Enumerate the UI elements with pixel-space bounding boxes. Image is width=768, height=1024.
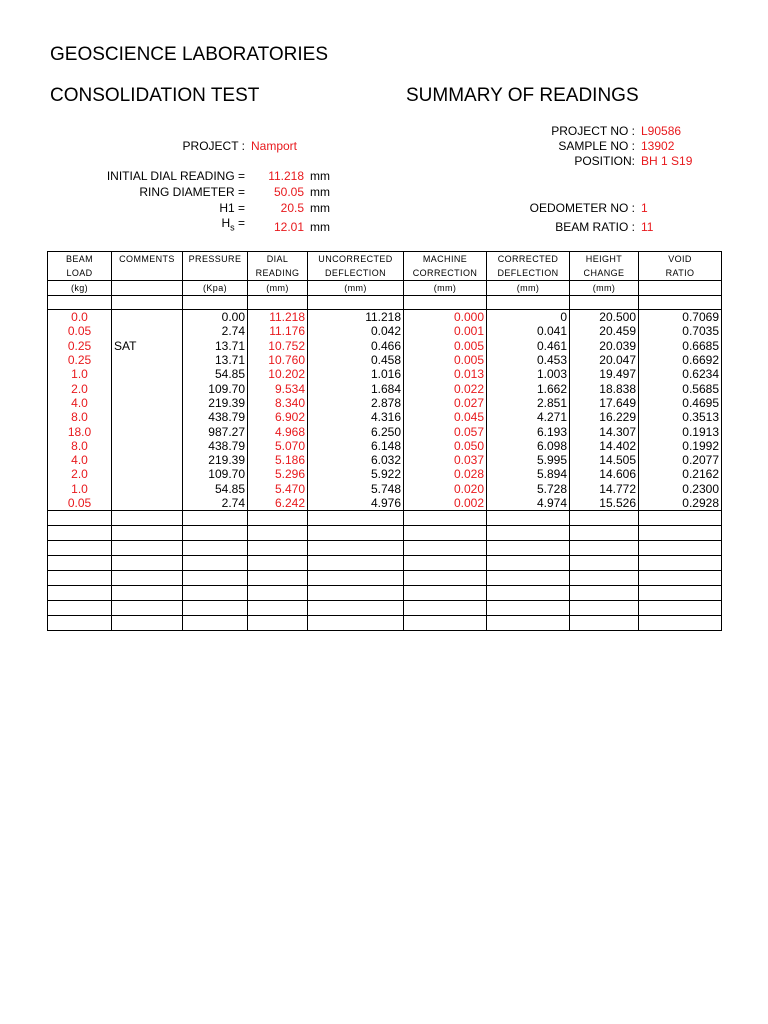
empty-row-dial-reading	[248, 601, 308, 616]
table-row-comments	[112, 353, 183, 367]
hs-value: 12.01	[273, 220, 304, 234]
table-row-height-change: 20.039	[570, 339, 639, 353]
empty-row-comments	[112, 571, 183, 586]
table-row	[48, 353, 722, 367]
initial-dial-value: 11.218	[268, 169, 304, 183]
table-row-uncorrected-deflection: 4.316	[308, 410, 404, 424]
table-row-beam-load: 4.0	[48, 453, 112, 467]
empty-row	[48, 571, 722, 586]
table-row-void-ratio: 0.7035	[639, 324, 722, 338]
table-row-corrected-deflection: 5.894	[487, 467, 570, 481]
table-row	[48, 339, 722, 353]
table-row-beam-load: 1.0	[48, 367, 112, 381]
table-row-machine-correction: 0.037	[404, 453, 487, 467]
units-row-height-change: (mm)	[570, 281, 639, 296]
table-row-beam-load: 8.0	[48, 439, 112, 453]
table-row-dial-reading: 10.760	[248, 353, 308, 367]
blank-row-comments	[112, 296, 183, 310]
empty-row-corrected-deflection	[487, 511, 570, 526]
table-row-height-change: 14.772	[570, 482, 639, 496]
header-row-1-void-ratio: VOID	[639, 252, 722, 267]
project-label: PROJECT :	[182, 139, 245, 153]
hs-label	[221, 216, 245, 232]
empty-row-dial-reading	[248, 571, 308, 586]
table-row-pressure: 219.39	[183, 453, 248, 467]
empty-row-uncorrected-deflection	[308, 601, 404, 616]
table-row-machine-correction: 0.057	[404, 424, 487, 438]
header-row-2-corrected-deflection: DEFLECTION	[487, 266, 570, 281]
header-row-2-comments	[112, 266, 183, 281]
table-row-dial-reading: 6.902	[248, 410, 308, 424]
table-row-machine-correction: 0.027	[404, 396, 487, 410]
table-row-corrected-deflection: 6.098	[487, 439, 570, 453]
blank-row-machine-correction	[404, 296, 487, 310]
table-row-pressure: 438.79	[183, 439, 248, 453]
table-row-comments	[112, 424, 183, 438]
empty-row-corrected-deflection	[487, 571, 570, 586]
table-row-void-ratio: 0.7069	[639, 310, 722, 325]
header-row-2-dial-reading: READING	[248, 266, 308, 281]
table-row-machine-correction: 0.005	[404, 339, 487, 353]
table-row	[48, 482, 722, 496]
table-row-height-change: 19.497	[570, 367, 639, 381]
table-row	[48, 424, 722, 438]
table-row	[48, 467, 722, 481]
hs-label-eq: =	[234, 216, 245, 230]
units-row-machine-correction: (mm)	[404, 281, 487, 296]
empty-row-uncorrected-deflection	[308, 511, 404, 526]
blank-row-dial-reading	[248, 296, 308, 310]
table-row-comments	[112, 396, 183, 410]
blank-row-uncorrected-deflection	[308, 296, 404, 310]
empty-row-void-ratio	[639, 541, 722, 556]
table-row-void-ratio: 0.3513	[639, 410, 722, 424]
table-row	[48, 410, 722, 424]
empty-row-beam-load	[48, 511, 112, 526]
table-row-height-change: 16.229	[570, 410, 639, 424]
empty-row-uncorrected-deflection	[308, 571, 404, 586]
blank-row-beam-load	[48, 296, 112, 310]
table-row-comments	[112, 310, 183, 325]
table-row-beam-load: 2.0	[48, 381, 112, 395]
table-row-void-ratio: 0.1992	[639, 439, 722, 453]
empty-row-pressure	[183, 556, 248, 571]
empty-row-comments	[112, 526, 183, 541]
empty-row	[48, 556, 722, 571]
table-row-comments	[112, 482, 183, 496]
table-row-pressure: 219.39	[183, 396, 248, 410]
project-value: Namport	[251, 139, 298, 153]
units-row-uncorrected-deflection: (mm)	[308, 281, 404, 296]
ring-diameter-unit: mm	[310, 185, 330, 199]
empty-row-corrected-deflection	[487, 586, 570, 601]
empty-row-pressure	[183, 601, 248, 616]
header-row-1-comments: COMMENTS	[112, 252, 183, 267]
sample-no-label: SAMPLE NO :	[558, 139, 635, 153]
units-row-beam-load: (kg)	[48, 281, 112, 296]
header-row-2	[48, 266, 722, 281]
table-row-comments	[112, 467, 183, 481]
empty-row-void-ratio	[639, 526, 722, 541]
table-row	[48, 496, 722, 511]
project-no-label: PROJECT NO :	[551, 124, 635, 138]
table-row-void-ratio: 0.2928	[639, 496, 722, 511]
table-row-height-change: 14.606	[570, 467, 639, 481]
beam-ratio-value: 11	[641, 220, 654, 234]
table-row-void-ratio: 0.2162	[639, 467, 722, 481]
table-row-uncorrected-deflection: 0.042	[308, 324, 404, 338]
empty-row-void-ratio	[639, 601, 722, 616]
table-row-corrected-deflection: 0.041	[487, 324, 570, 338]
empty-row-corrected-deflection	[487, 526, 570, 541]
table-row-void-ratio: 0.6234	[639, 367, 722, 381]
empty-row-beam-load	[48, 556, 112, 571]
empty-row-void-ratio	[639, 571, 722, 586]
header-row-2-beam-load: LOAD	[48, 266, 112, 281]
empty-row-beam-load	[48, 571, 112, 586]
table-row-dial-reading: 8.340	[248, 396, 308, 410]
table-row-void-ratio: 0.2300	[639, 482, 722, 496]
ring-diameter-label: RING DIAMETER =	[139, 185, 245, 199]
table-row-void-ratio: 0.4695	[639, 396, 722, 410]
empty-row-void-ratio	[639, 616, 722, 631]
table-row	[48, 367, 722, 381]
empty-row-void-ratio	[639, 586, 722, 601]
empty-row	[48, 616, 722, 631]
table-row-corrected-deflection: 5.995	[487, 453, 570, 467]
empty-row-machine-correction	[404, 526, 487, 541]
empty-row-comments	[112, 556, 183, 571]
table-row-dial-reading: 9.534	[248, 381, 308, 395]
empty-row-height-change	[570, 586, 639, 601]
table-row-beam-load: 0.05	[48, 324, 112, 338]
table-row-corrected-deflection: 1.003	[487, 367, 570, 381]
table-row-machine-correction: 0.020	[404, 482, 487, 496]
table-row	[48, 439, 722, 453]
table-row-comments	[112, 496, 183, 511]
h1-value: 20.5	[280, 201, 304, 215]
empty-row-pressure	[183, 571, 248, 586]
position-value: BH 1 S19	[641, 154, 693, 168]
table-row-pressure: 109.70	[183, 467, 248, 481]
empty-row-machine-correction	[404, 541, 487, 556]
empty-row-height-change	[570, 571, 639, 586]
empty-row-height-change	[570, 541, 639, 556]
empty-row-comments	[112, 616, 183, 631]
table-row-machine-correction: 0.005	[404, 353, 487, 367]
header-row-2-pressure	[183, 266, 248, 281]
table-row-pressure: 54.85	[183, 367, 248, 381]
units-row-comments	[112, 281, 183, 296]
table-row-uncorrected-deflection: 6.148	[308, 439, 404, 453]
sample-no-value: 13902	[641, 139, 675, 153]
table-row	[48, 310, 722, 325]
header-row-1	[48, 252, 722, 267]
table-row-comments	[112, 410, 183, 424]
empty-row-beam-load	[48, 541, 112, 556]
empty-row	[48, 511, 722, 526]
table-row-beam-load: 0.05	[48, 496, 112, 511]
company-title: GEOSCIENCE LABORATORIES	[50, 44, 329, 65]
empty-row-beam-load	[48, 586, 112, 601]
units-row-dial-reading: (mm)	[248, 281, 308, 296]
hs-label-main: H	[221, 216, 231, 230]
table-row-height-change: 14.402	[570, 439, 639, 453]
empty-row-void-ratio	[639, 511, 722, 526]
empty-row-dial-reading	[248, 526, 308, 541]
table-row-comments	[112, 367, 183, 381]
table-row-corrected-deflection: 4.974	[487, 496, 570, 511]
table-row-uncorrected-deflection: 11.218	[308, 310, 404, 325]
empty-row-height-change	[570, 511, 639, 526]
table-row-dial-reading: 5.470	[248, 482, 308, 496]
empty-row-beam-load	[48, 601, 112, 616]
empty-row-machine-correction	[404, 571, 487, 586]
table-row-void-ratio: 0.6692	[639, 353, 722, 367]
h1-unit: mm	[310, 201, 330, 215]
table-row-dial-reading: 10.752	[248, 339, 308, 353]
h1-label: H1 =	[219, 201, 245, 215]
oedometer-label: OEDOMETER NO :	[529, 201, 635, 215]
table-row-machine-correction: 0.002	[404, 496, 487, 511]
header-row-2-height-change: CHANGE	[570, 266, 639, 281]
empty-row-comments	[112, 586, 183, 601]
table-row-pressure: 13.71	[183, 339, 248, 353]
table-row-void-ratio: 0.1913	[639, 424, 722, 438]
table-row-uncorrected-deflection: 6.032	[308, 453, 404, 467]
empty-row-dial-reading	[248, 556, 308, 571]
readings-table	[47, 251, 722, 631]
empty-row-pressure	[183, 541, 248, 556]
table-row-comments	[112, 453, 183, 467]
header-row-1-dial-reading: DIAL	[248, 252, 308, 267]
table-row-height-change: 15.526	[570, 496, 639, 511]
table-row-comments	[112, 439, 183, 453]
table-row-uncorrected-deflection: 4.976	[308, 496, 404, 511]
empty-row-machine-correction	[404, 601, 487, 616]
empty-row-beam-load	[48, 526, 112, 541]
empty-row-height-change	[570, 601, 639, 616]
empty-row-pressure	[183, 586, 248, 601]
table-row-beam-load: 0.25	[48, 353, 112, 367]
table-row-height-change: 17.649	[570, 396, 639, 410]
table-row-dial-reading: 5.186	[248, 453, 308, 467]
table-row-uncorrected-deflection: 0.458	[308, 353, 404, 367]
table-row-pressure: 2.74	[183, 324, 248, 338]
initial-dial-unit: mm	[310, 169, 330, 183]
table-row-pressure: 438.79	[183, 410, 248, 424]
empty-row-machine-correction	[404, 511, 487, 526]
table-row	[48, 396, 722, 410]
empty-row-pressure	[183, 526, 248, 541]
hs-label-sub: s	[230, 222, 235, 233]
units-row-corrected-deflection: (mm)	[487, 281, 570, 296]
table-row-dial-reading: 4.968	[248, 424, 308, 438]
table-row-uncorrected-deflection: 5.748	[308, 482, 404, 496]
table-row-machine-correction: 0.050	[404, 439, 487, 453]
empty-row-corrected-deflection	[487, 556, 570, 571]
units-row-pressure: (Kpa)	[183, 281, 248, 296]
empty-row-height-change	[570, 556, 639, 571]
table-row-dial-reading: 11.176	[248, 324, 308, 338]
header-row-2-uncorrected-deflection: DEFLECTION	[308, 266, 404, 281]
empty-row	[48, 586, 722, 601]
table-row-uncorrected-deflection: 0.466	[308, 339, 404, 353]
table-row	[48, 381, 722, 395]
empty-row-height-change	[570, 526, 639, 541]
table-row-dial-reading: 5.070	[248, 439, 308, 453]
empty-row-corrected-deflection	[487, 541, 570, 556]
table-row-height-change: 20.500	[570, 310, 639, 325]
table-row-void-ratio: 0.5685	[639, 381, 722, 395]
table-row-uncorrected-deflection: 5.922	[308, 467, 404, 481]
ring-diameter-value: 50.05	[273, 185, 304, 199]
empty-row-void-ratio	[639, 556, 722, 571]
table-row-corrected-deflection: 2.851	[487, 396, 570, 410]
table-row-beam-load: 0.0	[48, 310, 112, 325]
table-row	[48, 453, 722, 467]
initial-dial-label: INITIAL DIAL READING =	[106, 169, 245, 183]
table-row-machine-correction: 0.028	[404, 467, 487, 481]
units-row-void-ratio	[639, 281, 722, 296]
header-row-2-void-ratio: RATIO	[639, 266, 722, 281]
empty-row-uncorrected-deflection	[308, 556, 404, 571]
header-row-1-beam-load: BEAM	[48, 252, 112, 267]
table-row-height-change: 20.459	[570, 324, 639, 338]
header-row-1-height-change: HEIGHT	[570, 252, 639, 267]
empty-row-dial-reading	[248, 511, 308, 526]
empty-row-dial-reading	[248, 616, 308, 631]
table-row-corrected-deflection: 0	[487, 310, 570, 325]
empty-row	[48, 541, 722, 556]
table-row-dial-reading: 6.242	[248, 496, 308, 511]
empty-row-machine-correction	[404, 556, 487, 571]
table-row-machine-correction: 0.022	[404, 381, 487, 395]
table-row-uncorrected-deflection: 2.878	[308, 396, 404, 410]
empty-row	[48, 526, 722, 541]
empty-row-machine-correction	[404, 586, 487, 601]
table-row-corrected-deflection: 6.193	[487, 424, 570, 438]
empty-row-machine-correction	[404, 616, 487, 631]
empty-row-pressure	[183, 616, 248, 631]
blank-row-height-change	[570, 296, 639, 310]
empty-row-corrected-deflection	[487, 616, 570, 631]
table-row-corrected-deflection: 5.728	[487, 482, 570, 496]
empty-row-uncorrected-deflection	[308, 526, 404, 541]
table-row-beam-load: 1.0	[48, 482, 112, 496]
table-row-comments: SAT	[112, 339, 183, 353]
empty-row-dial-reading	[248, 541, 308, 556]
table-row	[48, 324, 722, 338]
table-row-beam-load: 0.25	[48, 339, 112, 353]
table-row-beam-load: 4.0	[48, 396, 112, 410]
table-row-uncorrected-deflection: 1.016	[308, 367, 404, 381]
empty-row-comments	[112, 601, 183, 616]
table-row-height-change: 14.505	[570, 453, 639, 467]
table-row-comments	[112, 381, 183, 395]
table-row-machine-correction: 0.001	[404, 324, 487, 338]
empty-row-uncorrected-deflection	[308, 541, 404, 556]
table-row-uncorrected-deflection: 1.684	[308, 381, 404, 395]
empty-row-uncorrected-deflection	[308, 616, 404, 631]
blank-row	[48, 296, 722, 310]
empty-row-uncorrected-deflection	[308, 586, 404, 601]
blank-row-corrected-deflection	[487, 296, 570, 310]
empty-row-corrected-deflection	[487, 601, 570, 616]
hs-unit: mm	[310, 220, 330, 234]
empty-row-dial-reading	[248, 586, 308, 601]
summary-title: SUMMARY OF READINGS	[406, 85, 639, 106]
oedometer-value: 1	[641, 201, 648, 215]
units-row	[48, 281, 722, 296]
empty-row-beam-load	[48, 616, 112, 631]
header-row-1-pressure: PRESSURE	[183, 252, 248, 267]
table-row-pressure: 987.27	[183, 424, 248, 438]
test-title: CONSOLIDATION TEST	[50, 85, 260, 106]
table-row-pressure: 0.00	[183, 310, 248, 325]
table-row-void-ratio: 0.6685	[639, 339, 722, 353]
table-row-height-change: 20.047	[570, 353, 639, 367]
empty-row-comments	[112, 511, 183, 526]
table-row-void-ratio: 0.2077	[639, 453, 722, 467]
table-row-machine-correction: 0.045	[404, 410, 487, 424]
header-row-1-uncorrected-deflection: UNCORRECTED	[308, 252, 404, 267]
table-row-pressure: 2.74	[183, 496, 248, 511]
table-row-dial-reading: 5.296	[248, 467, 308, 481]
empty-row-pressure	[183, 511, 248, 526]
table-row-beam-load: 8.0	[48, 410, 112, 424]
table-row-height-change: 14.307	[570, 424, 639, 438]
table-row-pressure: 109.70	[183, 381, 248, 395]
project-no-value: L90586	[641, 124, 682, 138]
header-row-1-corrected-deflection: CORRECTED	[487, 252, 570, 267]
table-row-comments	[112, 324, 183, 338]
empty-row-comments	[112, 541, 183, 556]
table-row-pressure: 54.85	[183, 482, 248, 496]
beam-ratio-label: BEAM RATIO :	[555, 220, 635, 234]
table-row-machine-correction: 0.013	[404, 367, 487, 381]
empty-row	[48, 601, 722, 616]
table-row-pressure: 13.71	[183, 353, 248, 367]
table-row-beam-load: 18.0	[48, 424, 112, 438]
table-row-corrected-deflection: 0.461	[487, 339, 570, 353]
position-label: POSITION:	[574, 154, 635, 168]
header-row-2-machine-correction: CORRECTION	[404, 266, 487, 281]
table-row-height-change: 18.838	[570, 381, 639, 395]
header-row-1-machine-correction: MACHINE	[404, 252, 487, 267]
table-row-dial-reading: 10.202	[248, 367, 308, 381]
table-row-dial-reading: 11.218	[248, 310, 308, 325]
table-row-beam-load: 2.0	[48, 467, 112, 481]
table-row-corrected-deflection: 0.453	[487, 353, 570, 367]
blank-row-void-ratio	[639, 296, 722, 310]
table-row-machine-correction: 0.000	[404, 310, 487, 325]
blank-row-pressure	[183, 296, 248, 310]
table-row-corrected-deflection: 1.662	[487, 381, 570, 395]
empty-row-height-change	[570, 616, 639, 631]
table-row-uncorrected-deflection: 6.250	[308, 424, 404, 438]
table-row-corrected-deflection: 4.271	[487, 410, 570, 424]
